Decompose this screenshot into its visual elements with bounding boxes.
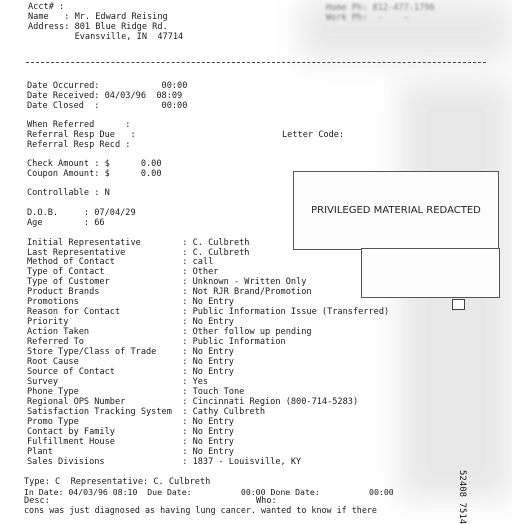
redaction-box-secondary bbox=[361, 248, 500, 298]
field-row: Store Type/Class of Trade : No Entry bbox=[27, 347, 234, 357]
field-row: Last Representative : C. Culbreth bbox=[27, 248, 250, 258]
field-row: Contact by Family : No Entry bbox=[27, 427, 234, 437]
field-row: Type of Customer : Unknown - Written Only bbox=[27, 277, 307, 287]
age: Age : 66 bbox=[27, 218, 105, 228]
desc-label: Desc: bbox=[24, 496, 50, 506]
acct-label: Acct# : bbox=[28, 2, 65, 12]
redaction-label: PRIVILEGED MATERIAL REDACTED bbox=[311, 204, 481, 216]
who-label: Who: bbox=[256, 496, 277, 506]
type-line: Type: C Representative: C. Culbreth bbox=[24, 477, 211, 487]
customer-name: Name : Mr. Edward Reising bbox=[28, 12, 168, 22]
field-row: Fulfillment House : No Entry bbox=[27, 437, 234, 447]
divider bbox=[26, 62, 486, 63]
field-row: Product Brands : Not RJR Brand/Promotion bbox=[27, 287, 312, 297]
redaction-box bbox=[293, 171, 499, 250]
letter-code: Letter Code: bbox=[282, 130, 345, 140]
field-row: Survey : Yes bbox=[27, 377, 209, 387]
date-of-birth: D.O.B. : 07/04/29 bbox=[27, 208, 136, 218]
field-row: Reason for Contact : Public Information Issue (Transferred) bbox=[27, 307, 390, 317]
address-line-1: Address: 801 Blue Ridge Rd. bbox=[28, 22, 168, 32]
field-row: Priority : No Entry bbox=[27, 317, 234, 327]
field-row: Method of Contact : call bbox=[27, 257, 214, 267]
address-line-2: Evansville, IN 47714 bbox=[28, 32, 184, 42]
field-row: Initial Representative : C. Culbreth bbox=[27, 238, 250, 248]
field-row: Phone Type : Touch Tone bbox=[27, 387, 245, 397]
referral-resp-due: Referral Resp Due : bbox=[27, 130, 136, 140]
date-closed: Date Closed : 00:00 bbox=[27, 101, 188, 111]
field-row: Promotions : No Entry bbox=[27, 297, 234, 307]
field-row: Action Taken : Other follow up pending bbox=[27, 327, 312, 337]
in-date-line: In Date: 04/03/96 08:10 Due Date: 00:00 Done Date: 00:00 bbox=[24, 487, 394, 497]
referral-resp-recd: Referral Resp Recd : bbox=[27, 140, 131, 150]
description-text: cons was just diagnosed as having lung cancer. wanted to know if there bbox=[24, 505, 377, 515]
field-row: Referred To : Public Information bbox=[27, 337, 286, 347]
field-row: Source of Contact : No Entry bbox=[27, 367, 234, 377]
field-row: Promo Type : No Entry bbox=[27, 417, 234, 427]
field-row: Plant : No Entry bbox=[27, 447, 234, 457]
date-occurred: Date Occurred: 00:00 bbox=[27, 81, 188, 91]
document-id-code: 52408 7514 bbox=[457, 470, 467, 524]
when-referred: When Referred : bbox=[27, 120, 131, 130]
work-phone: Work Ph: - - bbox=[326, 13, 409, 23]
coupon-amount: Coupon Amount: $ 0.00 bbox=[27, 169, 162, 179]
date-received: Date Received: 04/03/96 08:09 bbox=[27, 91, 183, 101]
home-phone: Home Ph: 812-477-1796 bbox=[326, 3, 435, 13]
field-row: Sales Divisions : 1837 - Louisville, KY bbox=[27, 457, 302, 467]
field-row: Satisfaction Tracking System : Cathy Culbreth bbox=[27, 407, 265, 417]
field-row: Type of Contact : Other bbox=[27, 267, 219, 277]
field-row: Regional OPS Number : Cincinnati Region (800-714-5283) bbox=[27, 397, 359, 407]
check-amount: Check Amount : $ 0.00 bbox=[27, 159, 162, 169]
checkbox-square bbox=[452, 299, 465, 310]
field-row: Root Cause : No Entry bbox=[27, 357, 234, 367]
controllable: Controllable : N bbox=[27, 188, 110, 198]
